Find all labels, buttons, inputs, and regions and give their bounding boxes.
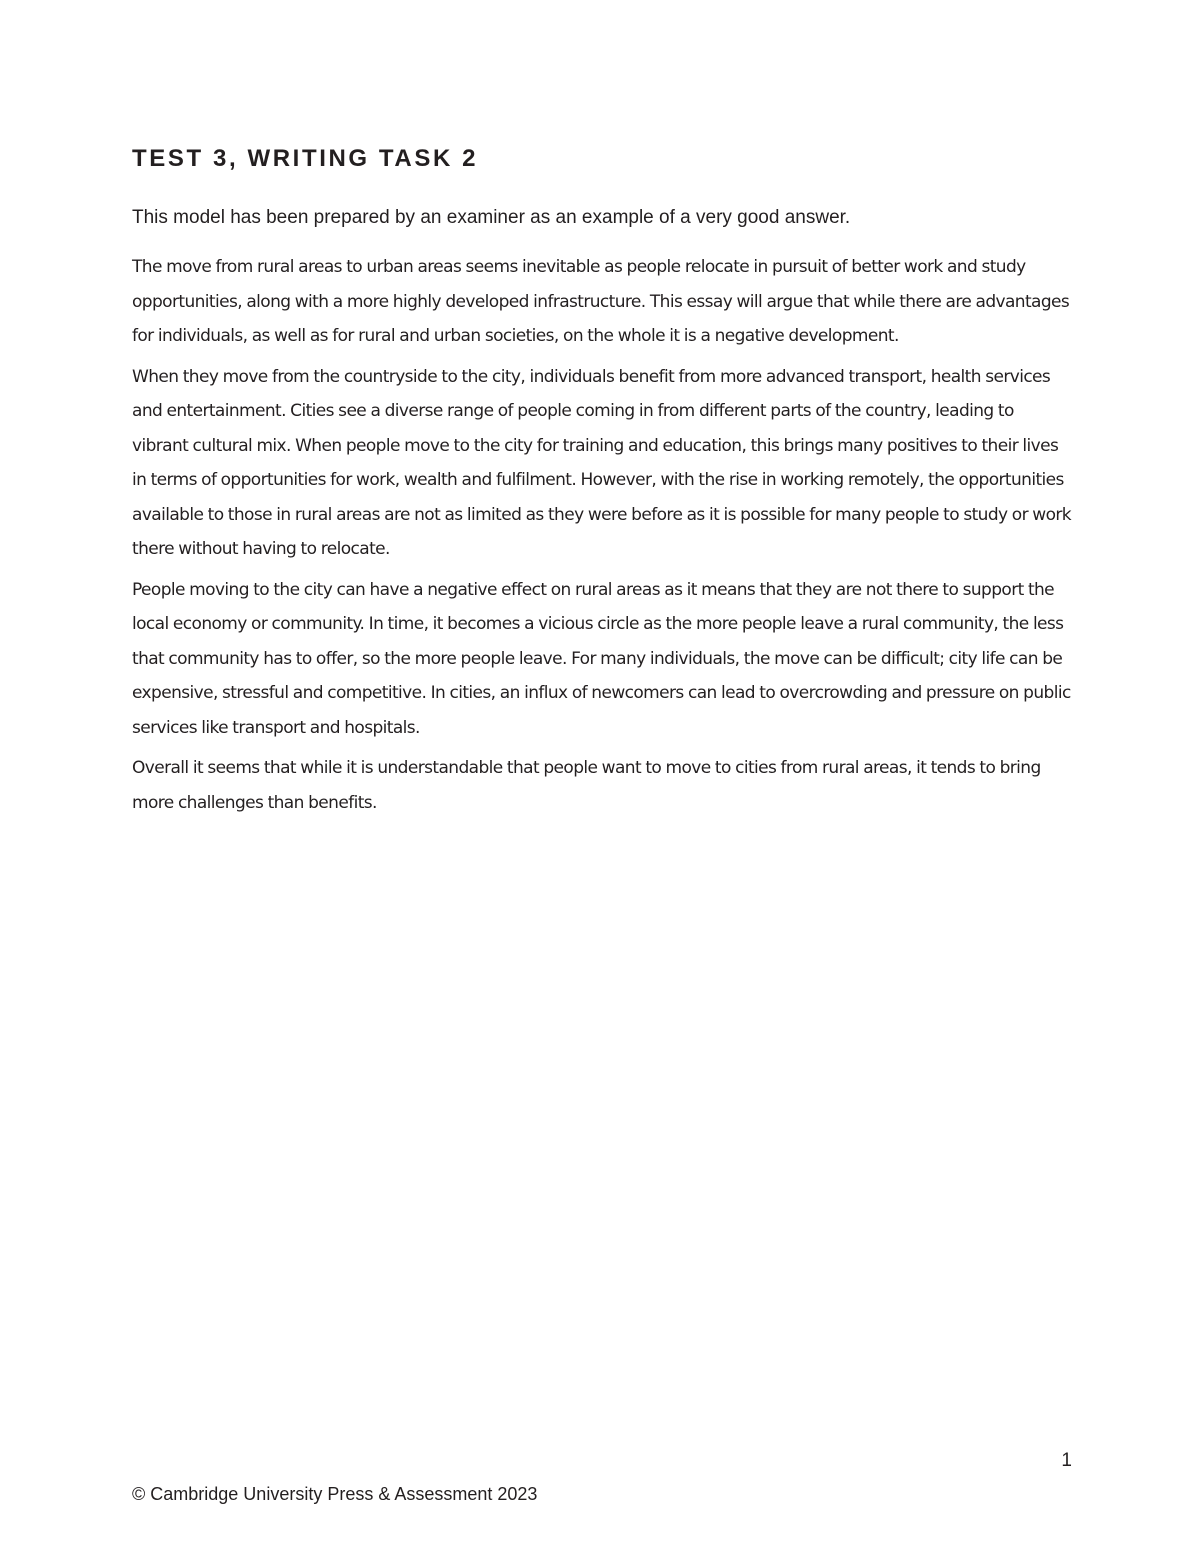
- essay-paragraph: Overall it seems that while it is understandable that people want to move to cities from rural areas, it tends to bring more challenges than benefits.: [132, 758, 1041, 813]
- intro-text: This model has been prepared by an examiner as an example of a very good answer.: [132, 207, 851, 228]
- page-title: TEST 3, WRITING TASK 2: [132, 145, 479, 172]
- model-essay: [132, 250, 1072, 826]
- essay-paragraph: The move from rural areas to urban areas seems inevitable as people relocate in pursuit of better work and study opportunities, along with a more highly developed infrastructure. This essay will argue that while there are advantages for individuals, as well as for rural and urban societies, on the whole it is a negative development.: [132, 257, 1070, 346]
- essay-paragraph: When they move from the countryside to the city, individuals benefit from more advanced transport, health services and entertainment. Cities see a diverse range of people coming in from different parts of the country, leading to vibrant cultural mix. When people move to the city for training and education, this brings many positives to their lives in terms of opportunities for work, wealth and fulfilment. However, with the rise in working remotely, the opportunities available to those in rural areas are not as limited as they were before as it is possible for many people to study or work there without having to relocate.: [132, 366, 1072, 559]
- page-number: 1: [1061, 1450, 1072, 1471]
- copyright-notice: © Cambridge University Press & Assessment 2023: [132, 1484, 538, 1504]
- essay-paragraph: People moving to the city can have a negative effect on rural areas as it means that they are not there to support the local economy or community. In time, it becomes a vicious circle as the more people leave a rural community, the less that community has to offer, so the more people leave. For many individuals, the move can be difficult; city life can be expensive, stressful and competitive. In cities, an influx of newcomers can lead to overcrowding and pressure on public services like transport and hospitals.: [132, 579, 1071, 738]
